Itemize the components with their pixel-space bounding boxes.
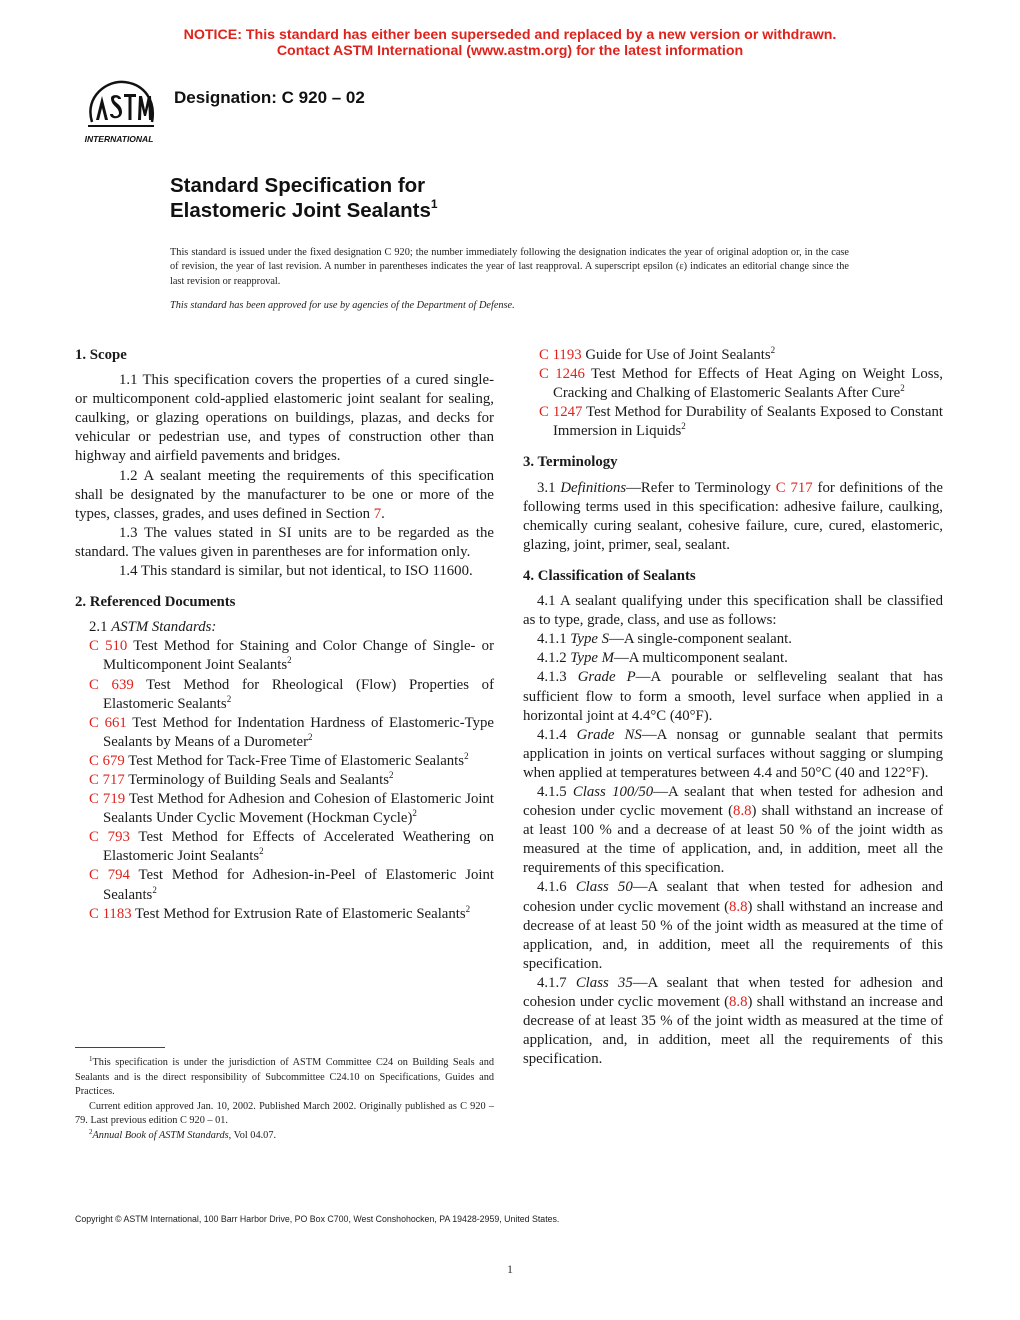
section-heading-referenced-documents: 2. Referenced Documents [75,594,236,611]
section-heading-scope: 1. Scope [75,347,127,363]
notice-line-1: NOTICE: This standard has either been superseded and replaced by a new version or withdrawn. [183,27,837,43]
reference-footnote: 2 [226,693,232,704]
reference-link[interactable]: C 510 [89,638,128,655]
reference-footnote: 2 [152,884,157,895]
section-8-8-link[interactable]: 8.8 [729,994,748,1010]
reference-text: Guide for Use of Joint Sealants [581,347,771,363]
paragraph-4-1: 4.1 A sealant qualifying under this specification shall be classified as to type, grade, class, and use as follows: [523,593,943,629]
reference-footnote: 2 [900,383,905,394]
document-title [170,173,438,223]
paragraph-2-1 [89,618,494,637]
item-num: 4.1.4 [537,726,577,743]
reference-text: Test Method for Staining and Color Change of Single- or Multicomponent Joint Sealants [103,638,494,674]
page-number: 1 [507,1262,513,1276]
footnotes [75,1056,494,1143]
reference-text: Test Method for Rheological (Flow) Properties of Elastomeric Sealants [103,676,494,712]
item-term: Grade P [577,669,636,686]
reference-footnote: 2 [259,846,264,857]
reference-footnote: 2 [412,808,417,819]
reference-item [75,771,494,790]
reference-item [75,866,494,904]
paragraph-1-2-text: 1.2 A sealant meeting the requirements of this specification shall be designated by the manufacturer to be one or more of the types, classes, grades, and uses defined in Section [75,467,494,522]
right-column [523,346,943,1069]
item-term: Grade NS [576,726,642,743]
paragraph-1-1: 1.1 This specification covers the properties of a cured single- or multicomponent cold-applied elastomeric joint sealant for sealing, caulking, or glazing operations on buildings, plazas, and decks for vehicular or pedestrian use, and types of construction other than highway and airfield pavements and bridges. [75,372,494,465]
reference-footnote: 2 [308,731,313,742]
footnote-marker: 2 [89,1127,93,1136]
astm-logo-icon [78,76,160,150]
reference-text: Test Method for Durability of Sealants Exposed to Constant Immersion in Liquids [553,404,943,440]
paragraph-4-1-7 [523,974,943,1069]
reference-footnote: 2 [287,655,292,666]
item-text: —A sealant that when tested for adhesion and cohesion under cyclic movement ( [523,783,943,820]
item-text: —A nonsag or gunnable sealant that permits application in joints on vertical surfaces without sagging or slumping when applied at temperatures between 4.4 and 50°C (40 and 122°F). [523,726,944,781]
reference-footnote: 2 [388,769,394,780]
paragraph-3-1-num: 3.1 [537,479,561,496]
item-text: ) shall withstand an increase of at least 100 % and a decrease of at least 50 % of the joint width as measured at the time of application, and, in addition, meet all the requirements of this specification. [523,803,944,877]
item-text: —A sealant that when tested for adhesion and cohesion under cyclic movement ( [523,974,943,1010]
footnote-1 [75,1056,494,1100]
c717-link[interactable]: C 717 [775,479,813,496]
reference-footnote: 2 [464,750,469,761]
paragraph-3-1-pre: —Refer to Terminology [626,479,776,496]
reference-text: Test Method for Extrusion Rate of Elastomeric Sealants [131,905,466,922]
reference-link[interactable]: C 717 [89,771,125,788]
paragraph-4-1-1 [523,630,943,649]
item-text: —A single-component sealant. [609,631,792,648]
paragraph-4-1-3 [523,668,943,725]
reference-text: Test Method for Tack-Free Time of Elastomeric Sealants [124,752,465,769]
reference-item [523,346,943,365]
paragraph-4-1-2 [523,649,943,668]
reference-footnote: 2 [681,421,686,432]
item-text: —A pourable or selfleveling sealant that has sufficient flow to form a smooth, level surface when applied in a horizontal joint at 4.4°C (40°F). [523,669,944,724]
notice-line-2: Contact ASTM International (www.astm.org) for the latest information [276,43,744,59]
reference-item [75,637,494,675]
item-num: 4.1.1 [537,631,571,648]
item-term: Class 35 [575,974,633,991]
reference-footnote: 2 [465,903,471,914]
reference-item [75,752,494,771]
section-7-link[interactable]: 7 [373,505,382,522]
item-term: Class 50 [575,879,633,896]
logo-label: INTERNATIONAL [84,134,154,144]
item-text: —A multicomponent sealant. [614,650,788,667]
section-heading-terminology: 3. Terminology [523,454,618,471]
footnote-text-end: , Vol 04.07. [228,1129,277,1141]
reference-text: Test Method for Indentation Hardness of Elastomeric-Type Sealants by Means of a Durometer [103,714,494,750]
reference-text: Test Method for Effects of Accelerated Weathering on Elastomeric Joint Sealants [103,829,494,865]
paragraph-1-4: 1.4 This standard is similar, but not identical, to ISO 11600. [119,563,473,580]
item-term: Type S [570,631,610,648]
footnote-text: Annual Book of ASTM Standards [92,1129,229,1141]
footnote-marker: 1 [89,1055,93,1063]
item-num: 4.1.5 [537,783,573,800]
paragraph-4-1-4 [523,726,943,783]
copyright-notice: Copyright © ASTM International, 100 Barr Harbor Drive, PO Box C700, West Conshohocken, PA 19428-2959, United States. [75,1214,560,1224]
footnote-divider [75,1047,165,1048]
paragraph-2-1-num: 2.1 [89,619,112,636]
left-column [75,346,494,924]
astm-standards-label: ASTM Standards: [111,619,217,636]
footnote-text: This specification is under the jurisdiction of ASTM Committee C24 on Building Seals and Sealants and is the direct responsibility of Subcommittee C24.10 on Specifications, Guides and Practices. [75,1057,494,1097]
reference-text: Test Method for Adhesion and Cohesion of Elastomeric Joint Sealants Under Cyclic Movement (Hockman Cycle) [103,791,494,827]
designation: Designation: C 920 – 02 [174,88,365,107]
reference-text: Test Method for Effects of Heat Aging on Weight Loss, Cracking and Chalking of Elastomeric Sealants After Cure [553,366,943,402]
title-line-2-text: Elastomeric Joint Sealants [170,199,431,222]
reference-link[interactable]: C 1183 [89,905,132,922]
reference-item [75,828,494,866]
reference-text: Test Method for Adhesion-in-Peel of Elastomeric Joint Sealants [103,867,494,903]
paragraph-1-2 [75,467,494,524]
item-num: 4.1.3 [537,669,578,686]
reference-link[interactable]: C 1247 [539,404,583,421]
paragraph-1-3: 1.3 The values stated in SI units are to be regarded as the standard. The values given in parentheses are for information only. [75,524,494,560]
item-text: ) shall withstand an increase and decrease of at least 50 % of the joint width as measured at the time of application, and, in addition, meet all the requirements of this specification. [523,898,943,972]
paragraph-3-1 [523,479,943,555]
item-term: Class 100/50 [572,783,654,800]
item-term: Type M [570,650,614,667]
paragraph-4-1-6 [523,878,943,973]
reference-text: Terminology of Building Seals and Sealants [124,771,389,788]
reference-link[interactable]: C 1246 [539,366,585,383]
footnote-1b: Current edition approved Jan. 10, 2002. Published March 2002. Originally published as C 920 – 79. Last previous edition C 920 – 01. [75,1100,494,1126]
section-heading-classification: 4. Classification of Sealants [523,567,696,584]
reference-link[interactable]: C 679 [89,752,125,769]
reference-item [523,403,943,441]
reference-link[interactable]: C 661 [89,714,127,731]
title-line-2 [170,198,438,223]
reference-item [523,365,943,403]
item-num: 4.1.6 [537,879,576,896]
title-line-1: Standard Specification for [170,174,426,197]
definitions-term: Definitions [560,479,627,496]
reference-link[interactable]: C 793 [89,829,130,846]
section-8-8-link[interactable]: 8.8 [733,803,752,820]
item-num: 4.1.7 [537,974,576,991]
paragraph-3-1-post: for definitions of the following terms used in this specification: adhesive failure, caulking, chemically curing sealant, cohesive failure, cure, cured, elastomeric, glazing, joint, primer, seal, sealant. [523,479,944,553]
reference-link[interactable]: C 1193 [539,347,582,363]
reference-item [75,676,494,714]
item-text: ) shall withstand an increase and decrease of at least 35 % of the joint width as measured at the time of application, and, in addition, meet all the requirements of this specification. [523,994,943,1068]
item-num: 4.1.2 [537,650,571,667]
paragraph-4-1-5 [523,783,943,878]
notice-banner [0,27,1020,59]
reference-item [75,790,494,828]
reference-link[interactable]: C 794 [89,867,130,884]
footnote-2 [75,1129,494,1144]
section-8-8-link[interactable]: 8.8 [729,898,748,915]
reference-link[interactable]: C 639 [89,676,134,693]
approved-note: This standard has been approved for use by agencies of the Department of Defense. [170,300,515,311]
reference-item [75,714,494,752]
item-text: —A sealant that when tested for adhesion and cohesion under cyclic movement ( [523,879,943,915]
reference-link[interactable]: C 719 [89,791,126,808]
title-footnote-ref: 1 [430,197,438,211]
paragraph-1-2-end: . [381,505,385,522]
issued-note: This standard is issued under the fixed designation C 920; the number immediately following the designation indicates the year of original adoption or, in the case of revision, the year of last revision. A number in parentheses indicates the year of last reapproval. A superscript epsilon (ε) indicates an editorial change since the last revision or reapproval. [170,247,849,287]
reference-footnote: 2 [770,345,776,355]
reference-item [75,905,494,924]
